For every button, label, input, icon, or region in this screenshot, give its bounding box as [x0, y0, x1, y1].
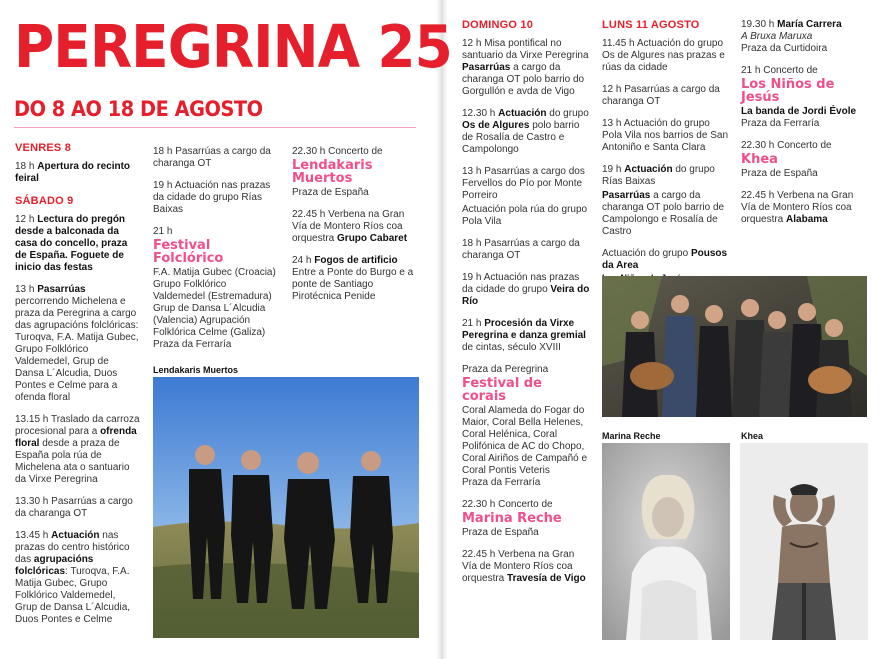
artist-name: Lendakaris Muertos: [292, 158, 373, 186]
artist-name: Festival Folclórico: [153, 238, 224, 266]
event-place: Praza de España: [462, 527, 539, 538]
schedule-column-3: [292, 146, 420, 313]
header-divider: [14, 127, 416, 128]
event-title: Apertura do recinto feiral: [15, 161, 131, 184]
event-time: 18 h: [15, 161, 35, 172]
event-pola-vila-luns: 13 h Actuación do grupo Pola Vila nos barrios de San Antoniño e Santa Clara: [602, 118, 729, 153]
page-title: PEREGRINA 25: [14, 12, 452, 81]
event-pasarruas: 18 h Pasarrúas a cargo da charanga OT: [153, 146, 271, 169]
event-pasarruas-campolongo: [602, 190, 730, 238]
day-heading-venres: VENRES 8: [15, 142, 72, 154]
event-time: 13.45 h: [15, 530, 49, 541]
event-veira-do-rio: [462, 272, 590, 308]
event-title: Procesión da Virxe Peregrina e danza gremial: [462, 318, 586, 341]
event-time: 22.30 h Concerto de: [462, 499, 553, 510]
event-charanga: 12 h Pasarrúas a cargo da charanga OT: [602, 84, 720, 107]
event-details: Actuación do grupo: [602, 248, 689, 259]
event-time: 22.30 h Concerto de: [741, 140, 832, 151]
event-title: María Carrera: [777, 19, 842, 30]
event-maria-carrera: [741, 19, 863, 55]
band-photo-lendakaris-illustration: [153, 377, 419, 638]
event-details: : Turoqva, F.A. Matija Gubec, Grupo Folklórico Valdemedel, Grup de Dansa L´Alcudia, Duos Pontes e Celme: [15, 566, 131, 625]
event-ofrenda-floral: [15, 414, 140, 486]
artist-name: Festival de corais: [462, 376, 542, 404]
day-heading-domingo: DOMINGO 10: [462, 19, 534, 31]
event-place: Praza da Curtidoira: [741, 43, 828, 54]
event-place: Praza da Peregrina: [462, 364, 549, 375]
event-los-ninos-de-jesus: [741, 65, 863, 130]
event-details: F.A. Matija Gubec (Croacia) Grupo Folklórico Valdemedel (Estremadura) Grup de Dansa L´Alcudia (Valencia) Agrupación Folklórica Celme (Galiza): [153, 267, 276, 338]
event-festival-corais: [462, 364, 590, 489]
event-procesion: [462, 318, 590, 354]
event-details: polo barrio de Rosalía de Castro e Campolongo: [462, 120, 580, 155]
artist-name: Khea: [741, 152, 778, 167]
event-title: Alabama: [786, 214, 828, 225]
event-details: 19 h Actuación nas prazas da cidade do grupo: [462, 272, 580, 295]
event-title: Actuación: [498, 108, 547, 119]
event-festival-folclorico: [153, 226, 281, 351]
schedule-column-2: [153, 146, 281, 351]
event-time: 13 h: [15, 284, 35, 295]
event-verbena-alabama: [741, 190, 863, 226]
event-time: 19 h: [602, 164, 622, 175]
event-charanga: 13.30 h Pasarrúas a cargo da charanga OT: [15, 496, 133, 519]
event-title: Travesía de Vigo: [507, 573, 586, 584]
day-heading-sabado: SÁBADO 9: [15, 195, 74, 207]
event-pregon: [15, 214, 140, 274]
photo-caption: Lendakaris Muertos: [153, 365, 239, 375]
schedule-column-6: [741, 19, 863, 236]
event-title: La banda de Jordi Évole: [741, 106, 857, 117]
event-details: do grupo: [549, 108, 589, 119]
event-details: a cargo da charanga OT polo barrio de Campolongo e Rosalía de Castro: [602, 190, 725, 237]
schedule-column-5: [602, 19, 730, 282]
event-place: Praza da Ferraría: [153, 339, 232, 350]
event-place: Praza da Ferraría: [462, 477, 541, 488]
event-title: Pasarrúas: [462, 62, 511, 73]
artist-name: Marina Reche: [462, 511, 562, 526]
page-gutter: [436, 0, 448, 659]
date-range-subtitle: DO 8 AO 18 DE AGOSTO: [14, 97, 263, 121]
event-time: 21 h: [153, 226, 173, 237]
event-place: Praza de España: [741, 168, 818, 179]
day-heading-luns: LUNS 11 AGOSTO: [602, 19, 700, 31]
event-details: a cargo da charanga OT polo barrio do Gorgullón e avda de Vigo: [462, 62, 585, 97]
event-details: de cintas, século XVIII: [462, 342, 561, 353]
event-rias-baixas: 19 h Actuación nas prazas da cidade do grupo Rías Baixas: [153, 180, 271, 215]
event-pola-vila: Actuación pola rúa do grupo Pola Vila: [462, 204, 588, 227]
event-time: 21 h Concerto de: [741, 65, 818, 76]
schedule-column-1: [15, 142, 140, 636]
event-details: 12 h Misa pontifical no santuario da Virxe Peregrina: [462, 38, 589, 61]
event-time: 22.30 h Concerto de: [292, 146, 383, 157]
event-place: Praza de España: [292, 187, 369, 198]
event-title: Os de Algures: [462, 120, 530, 131]
photo-caption: Marina Reche: [602, 431, 661, 441]
photo-caption: Khea: [741, 431, 764, 441]
event-title: Lectura do pregón desde a balconada da casa do concello, praza de España. Foguete de inicio das festas: [15, 214, 128, 273]
artist-photo-marina-reche: [602, 443, 730, 640]
artist-photo-khea: [740, 443, 868, 640]
band-photo-lendakaris: [153, 377, 419, 638]
event-marina-reche: [462, 499, 590, 539]
event-title: Actuación: [624, 164, 673, 175]
event-verbena-cabaret: [292, 209, 420, 245]
event-details: 22.45 h Verbena na Gran Vía de Montero Ríos coa orquestra: [462, 549, 575, 584]
event-time: 24 h: [292, 255, 312, 266]
event-fogos: [292, 255, 420, 303]
event-time: 21 h: [462, 318, 482, 329]
event-subtitle: A Bruxa Maruxa: [741, 31, 813, 42]
event-details: percorrendo Michelena e praza da Peregrina a cargo das agrupacións folclóricas: Turoqva, F.A. Matija Gubec, Grupo Folklórico Valdemedel, Grup de Dansa L´Alcudia, Duos Pontes e Celme para a ofenda floral: [15, 296, 139, 403]
event-details: Entre a Ponte do Burgo e a ponte de Santiago Pirotécnica Penide: [292, 267, 414, 302]
event-details: do grupo Rías Baixas: [602, 164, 715, 187]
artist-name: Los Niños de Jesús: [741, 77, 835, 105]
artist-photo-marina-illustration: [602, 443, 730, 640]
event-place: Praza da Ferraría: [741, 118, 820, 129]
event-title: Pasarrúas: [37, 284, 86, 295]
event-title: Pasarrúas: [602, 190, 651, 201]
event-details: 22.45 h Verbena na Gran Vía de Montero Ríos coa orquestra: [292, 209, 405, 244]
band-photo-ninos-de-jesus: [602, 276, 867, 417]
event-charanga: 18 h Pasarrúas a cargo da charanga OT: [462, 238, 580, 261]
schedule-column-4: [462, 19, 590, 595]
event-apertura: [15, 161, 140, 185]
event-verbena-travesia: [462, 549, 590, 585]
event-actuacion-folclore: [15, 530, 140, 626]
band-photo-ninos-illustration: [602, 276, 867, 417]
event-title: Grupo Cabaret: [337, 233, 408, 244]
event-time: 19.30 h: [741, 19, 775, 30]
event-details: desde a praza de España pola rúa de Michelena ata o santuario da Virxe Peregrina: [15, 438, 130, 485]
event-rias-baixas-luns: [602, 164, 730, 188]
event-time: 12 h: [15, 214, 35, 225]
event-misa-pontifical: [462, 38, 590, 98]
event-title: Veira do Río: [462, 284, 590, 307]
event-fervellos: 13 h Pasarrúas a cargo dos Fervellos do Pío por Monte Porreiro: [462, 166, 585, 201]
event-details: Coral Alameda do Fogar do Maior, Coral Bella Helenes, Coral Helénica, Coral Polifónica de AC do Chopo, Coral Airiños de Campañó e Coral Pontis Veteris: [462, 405, 588, 476]
event-pousos-da-area: [602, 248, 730, 272]
event-os-de-algures-luns: 11.45 h Actuación do grupo Os de Algures nas prazas e rúas da cidade: [602, 38, 725, 73]
event-pasarruas-folclore: [15, 284, 140, 404]
event-title: Pousos da Area: [602, 248, 728, 271]
event-title: ofrenda floral: [15, 426, 137, 449]
event-title: Fogos de artificio: [314, 255, 398, 266]
event-time: 12.30 h: [462, 108, 496, 119]
event-details: 13.15 h Traslado da carroza procesional para a: [15, 414, 140, 437]
event-khea: [741, 140, 863, 180]
artist-photo-khea-illustration: [740, 443, 868, 640]
event-details: nas prazas do centro histórico das: [15, 530, 130, 565]
event-details: 22.45 h Verbena na Gran Vía de Montero Ríos coa orquestra: [741, 190, 854, 225]
event-lendakaris: [292, 146, 420, 199]
event-os-de-algures: [462, 108, 590, 156]
event-title: agrupacións folclóricas: [15, 554, 94, 577]
event-title: Actuación: [51, 530, 100, 541]
